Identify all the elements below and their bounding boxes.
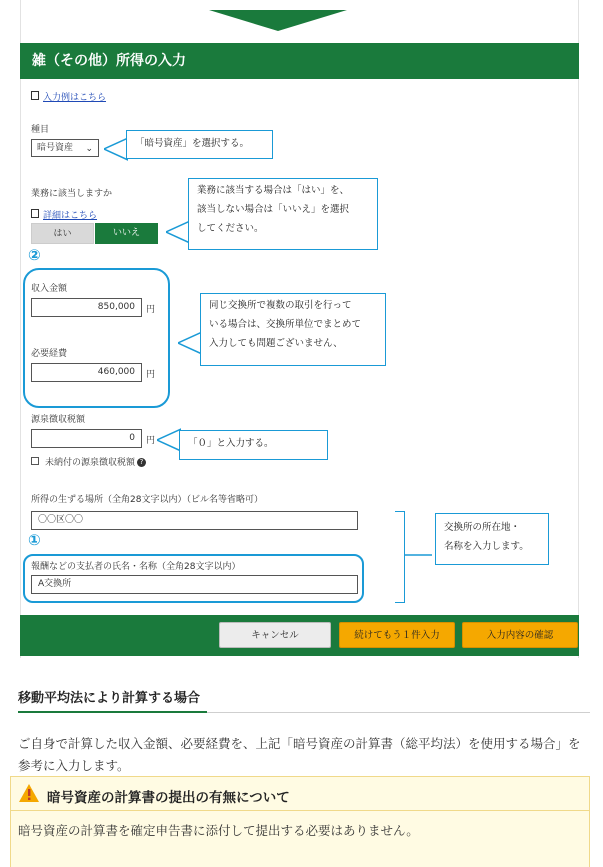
toggle-no[interactable]: いいえ [95,223,158,244]
withholding-label: 源泉徴収税額 [31,415,86,425]
expense-input[interactable]: 460,000 [31,363,142,382]
revenue-unit: 円 [146,305,156,315]
callout-pointer [157,427,181,453]
unpaid-withholding-label-wrap [45,455,146,468]
exchange-note-line-1: 同じ交換所で複数の取引を行って [209,300,352,311]
marker-two: ② [28,246,41,264]
document-icon [31,209,39,218]
example-link-text[interactable]: 入力例はこちら [43,93,107,103]
section-body: ご自身で計算した収入金額、必要経費を、上記「暗号資産の計算書（総平均法）を使用する場合」を参考に入力します。 [18,736,581,773]
continue-button[interactable]: 続けてもう１件入力 [339,622,455,648]
marker-one: ① [28,531,41,549]
section-underline [207,712,590,713]
select-note: 「暗号資産」を選択する。 [135,138,250,149]
select-note-callout [126,130,273,159]
place-label: 所得の生ずる場所（全角28文字以内）（ビル名等省略可） [31,495,263,505]
address-note-line-2: 名称を入力します。 [444,541,529,552]
unpaid-withholding-checkbox[interactable] [31,457,39,465]
document-icon [31,91,39,100]
notice-body: 暗号資産の計算書を確定申告書に添付して提出する必要はありません。 [18,823,419,838]
form-title: 雑（その他）所得の入力 [20,43,579,79]
callout-pointer [178,330,202,356]
details-link[interactable] [31,203,97,222]
withholding-input[interactable]: 0 [31,429,142,448]
notice-divider [10,810,590,811]
section-title: 移動平均法により計算する場合 [18,691,201,706]
down-arrow-icon [209,10,347,31]
expense-label: 必要経費 [31,349,68,359]
payer-label: 報酬などの支払者の氏名・名称（全角28文字以内） [31,562,241,572]
payer-input[interactable]: A交換所 [31,575,358,594]
section-underline-accent [18,711,207,713]
help-icon[interactable]: ? [137,458,146,467]
business-note-line-2: 該当しない場合は「いいえ」を選択 [197,204,350,215]
confirm-button[interactable]: 入力内容の確認 [462,622,578,648]
type-label: 種目 [31,125,50,135]
business-note-callout [188,178,378,250]
zero-note-callout [179,430,328,460]
place-input[interactable]: 〇〇区〇〇 [31,511,358,530]
revenue-input[interactable]: 850,000 [31,298,142,317]
exchange-note-callout [200,293,386,366]
business-note-line-1: 業務に該当する場合は「はい」を、 [197,185,350,196]
cancel-button[interactable]: キャンセル [219,622,331,648]
exchange-note-line-2: いる場合は、交換所単位でまとめて [209,319,362,330]
callout-pointer [166,219,190,245]
expense-unit: 円 [146,370,156,380]
callout-pointer [104,136,128,162]
type-select-value: 暗号資産 [37,143,74,153]
notice-title: 暗号資産の計算書の提出の有無について [47,790,290,806]
zero-note: 「０」と入力する。 [188,438,274,449]
unpaid-withholding-label: 未納付の源泉徴収税額 [45,458,136,468]
address-note-line-1: 交換所の所在地・ [444,522,521,533]
chevron-down-icon: ⌄ [85,144,93,154]
toggle-yes[interactable]: はい [31,223,94,244]
example-link[interactable] [31,85,106,104]
details-link-text[interactable]: 詳細はこちら [43,211,98,221]
business-label: 業務に該当しますか [31,189,113,199]
business-note-line-3: してください。 [197,223,264,234]
warning-icon [18,783,40,803]
type-select[interactable] [31,139,99,157]
address-note-callout [435,513,549,565]
callout-pointer [404,545,434,565]
exchange-note-line-3: 入力しても問題ございません、 [209,338,343,349]
withholding-unit: 円 [146,436,156,446]
revenue-label: 収入金額 [31,284,68,294]
